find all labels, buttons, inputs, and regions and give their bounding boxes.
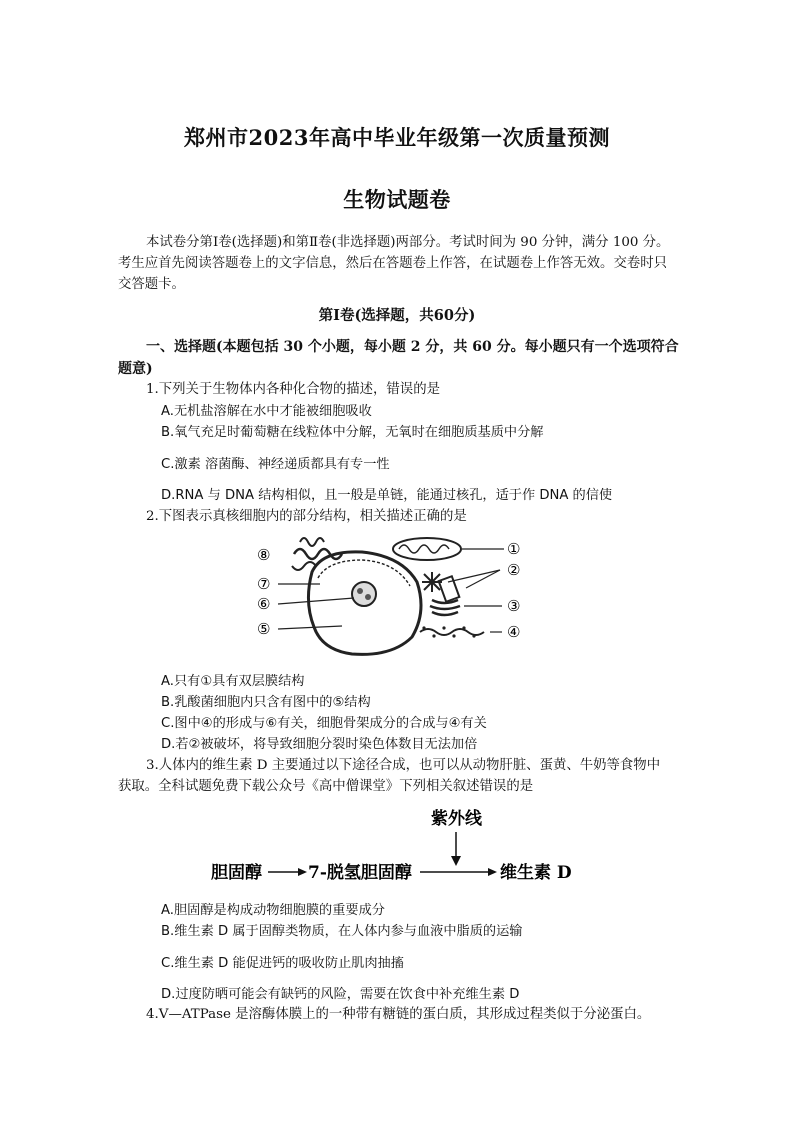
exam-subtitle: 生物试题卷 bbox=[343, 187, 451, 212]
cell-structure-diagram bbox=[252, 532, 542, 662]
q2-option-a: A.只有①具有双层膜结构 bbox=[161, 674, 305, 689]
q1-option-d: D.RNA 与 DNA 结构相似，且一般是单链，能通过核孔，适于作 DNA 的信使 bbox=[161, 488, 613, 503]
q4-stem: 4.V—ATPase 是溶酶体膜上的一种带有糖链的蛋白质，其形成过程类似于分泌蛋白。 bbox=[146, 1007, 651, 1022]
q2-option-c: C.图中④的形成与⑥有关，细胞骨架成分的合成与④有关 bbox=[161, 716, 487, 731]
pathway-step-1: 胆固醇 bbox=[211, 863, 262, 883]
q3-option-a: A.胆固醇是构成动物细胞膜的重要成分 bbox=[161, 903, 385, 918]
label-2: ② bbox=[507, 561, 521, 579]
golgi bbox=[430, 600, 460, 615]
mitochondrion bbox=[393, 538, 461, 560]
label-4: ④ bbox=[507, 623, 521, 641]
q1-stem: 1.下列关于生物体内各种化合物的描述，错误的是 bbox=[146, 382, 440, 397]
rough-er bbox=[420, 629, 484, 635]
q3-option-b: B.维生素 D 属于固醇类物质，在人体内参与血液中脂质的运输 bbox=[161, 924, 523, 939]
q2-stem: 2.下图表示真核细胞内的部分结构，相关描述正确的是 bbox=[146, 509, 467, 524]
pathway-step-2: 7-脱氢胆固醇 bbox=[308, 863, 412, 883]
nucleolus bbox=[352, 582, 376, 606]
q3-option-d: D.过度防晒可能会有缺钙的风险，需要在饮食中补充维生素 D bbox=[161, 987, 520, 1002]
section-title: 第Ⅰ卷(选择题，共60分) bbox=[318, 307, 476, 324]
label-5: ⑤ bbox=[257, 620, 271, 638]
arrow-right-icon bbox=[298, 868, 307, 876]
q2-option-b: B.乳酸菌细胞内只含有图中的⑤结构 bbox=[161, 695, 371, 710]
centrosome bbox=[422, 572, 459, 602]
pathway-step-3: 维生素 D bbox=[500, 863, 572, 883]
q3-option-c: C.维生素 D 能促进钙的吸收防止肌肉抽搐 bbox=[161, 956, 404, 971]
uv-label: 紫外线 bbox=[431, 809, 482, 829]
vitamin-d-pathway bbox=[206, 800, 586, 892]
label-6: ⑥ bbox=[257, 595, 271, 613]
uv-arrow-icon bbox=[451, 856, 461, 866]
exam-title: 郑州市2023年高中毕业年级第一次质量预测 bbox=[184, 125, 610, 150]
label-1: ① bbox=[507, 540, 521, 558]
intro-paragraph: 本试卷分第Ⅰ卷(选择题)和第Ⅱ卷(非选择题)两部分。考试时间为 90 分钟，满分 100 分。考生应首先阅读答题卷上的文字信息，然后在答题卷上作答，在试题卷上作答无效。交卷时只交答题卡。 bbox=[118, 235, 670, 292]
q3-stem-line1: 3.人体内的维生素 D 主要通过以下途径合成，也可以从动物肝脏、蛋黄、牛奶等食物中 bbox=[146, 758, 661, 773]
label-7: ⑦ bbox=[257, 575, 271, 593]
label-8: ⑧ bbox=[257, 546, 271, 564]
q1-option-a: A.无机盐溶解在水中才能被细胞吸收 bbox=[161, 404, 372, 419]
q2-option-d: D.若②被破坏，将导致细胞分裂时染色体数目无法加倍 bbox=[161, 737, 478, 752]
part-heading: 一、选择题(本题包括 30 个小题，每小题 2 分，共 60 分。每小题只有一个选项符合题意) bbox=[118, 339, 679, 377]
arrow-right-icon bbox=[488, 868, 497, 876]
q3-stem-line2: 获取。全科试题免费下载公众号《高中僧课堂》下列相关叙述错误的是 bbox=[118, 779, 534, 794]
q1-option-b: B.氧气充足时葡萄糖在线粒体中分解，无氧时在细胞质基质中分解 bbox=[161, 425, 544, 440]
label-3: ③ bbox=[507, 597, 521, 615]
q1-option-c: C.激素 溶菌酶、神经递质都具有专一性 bbox=[161, 457, 390, 472]
